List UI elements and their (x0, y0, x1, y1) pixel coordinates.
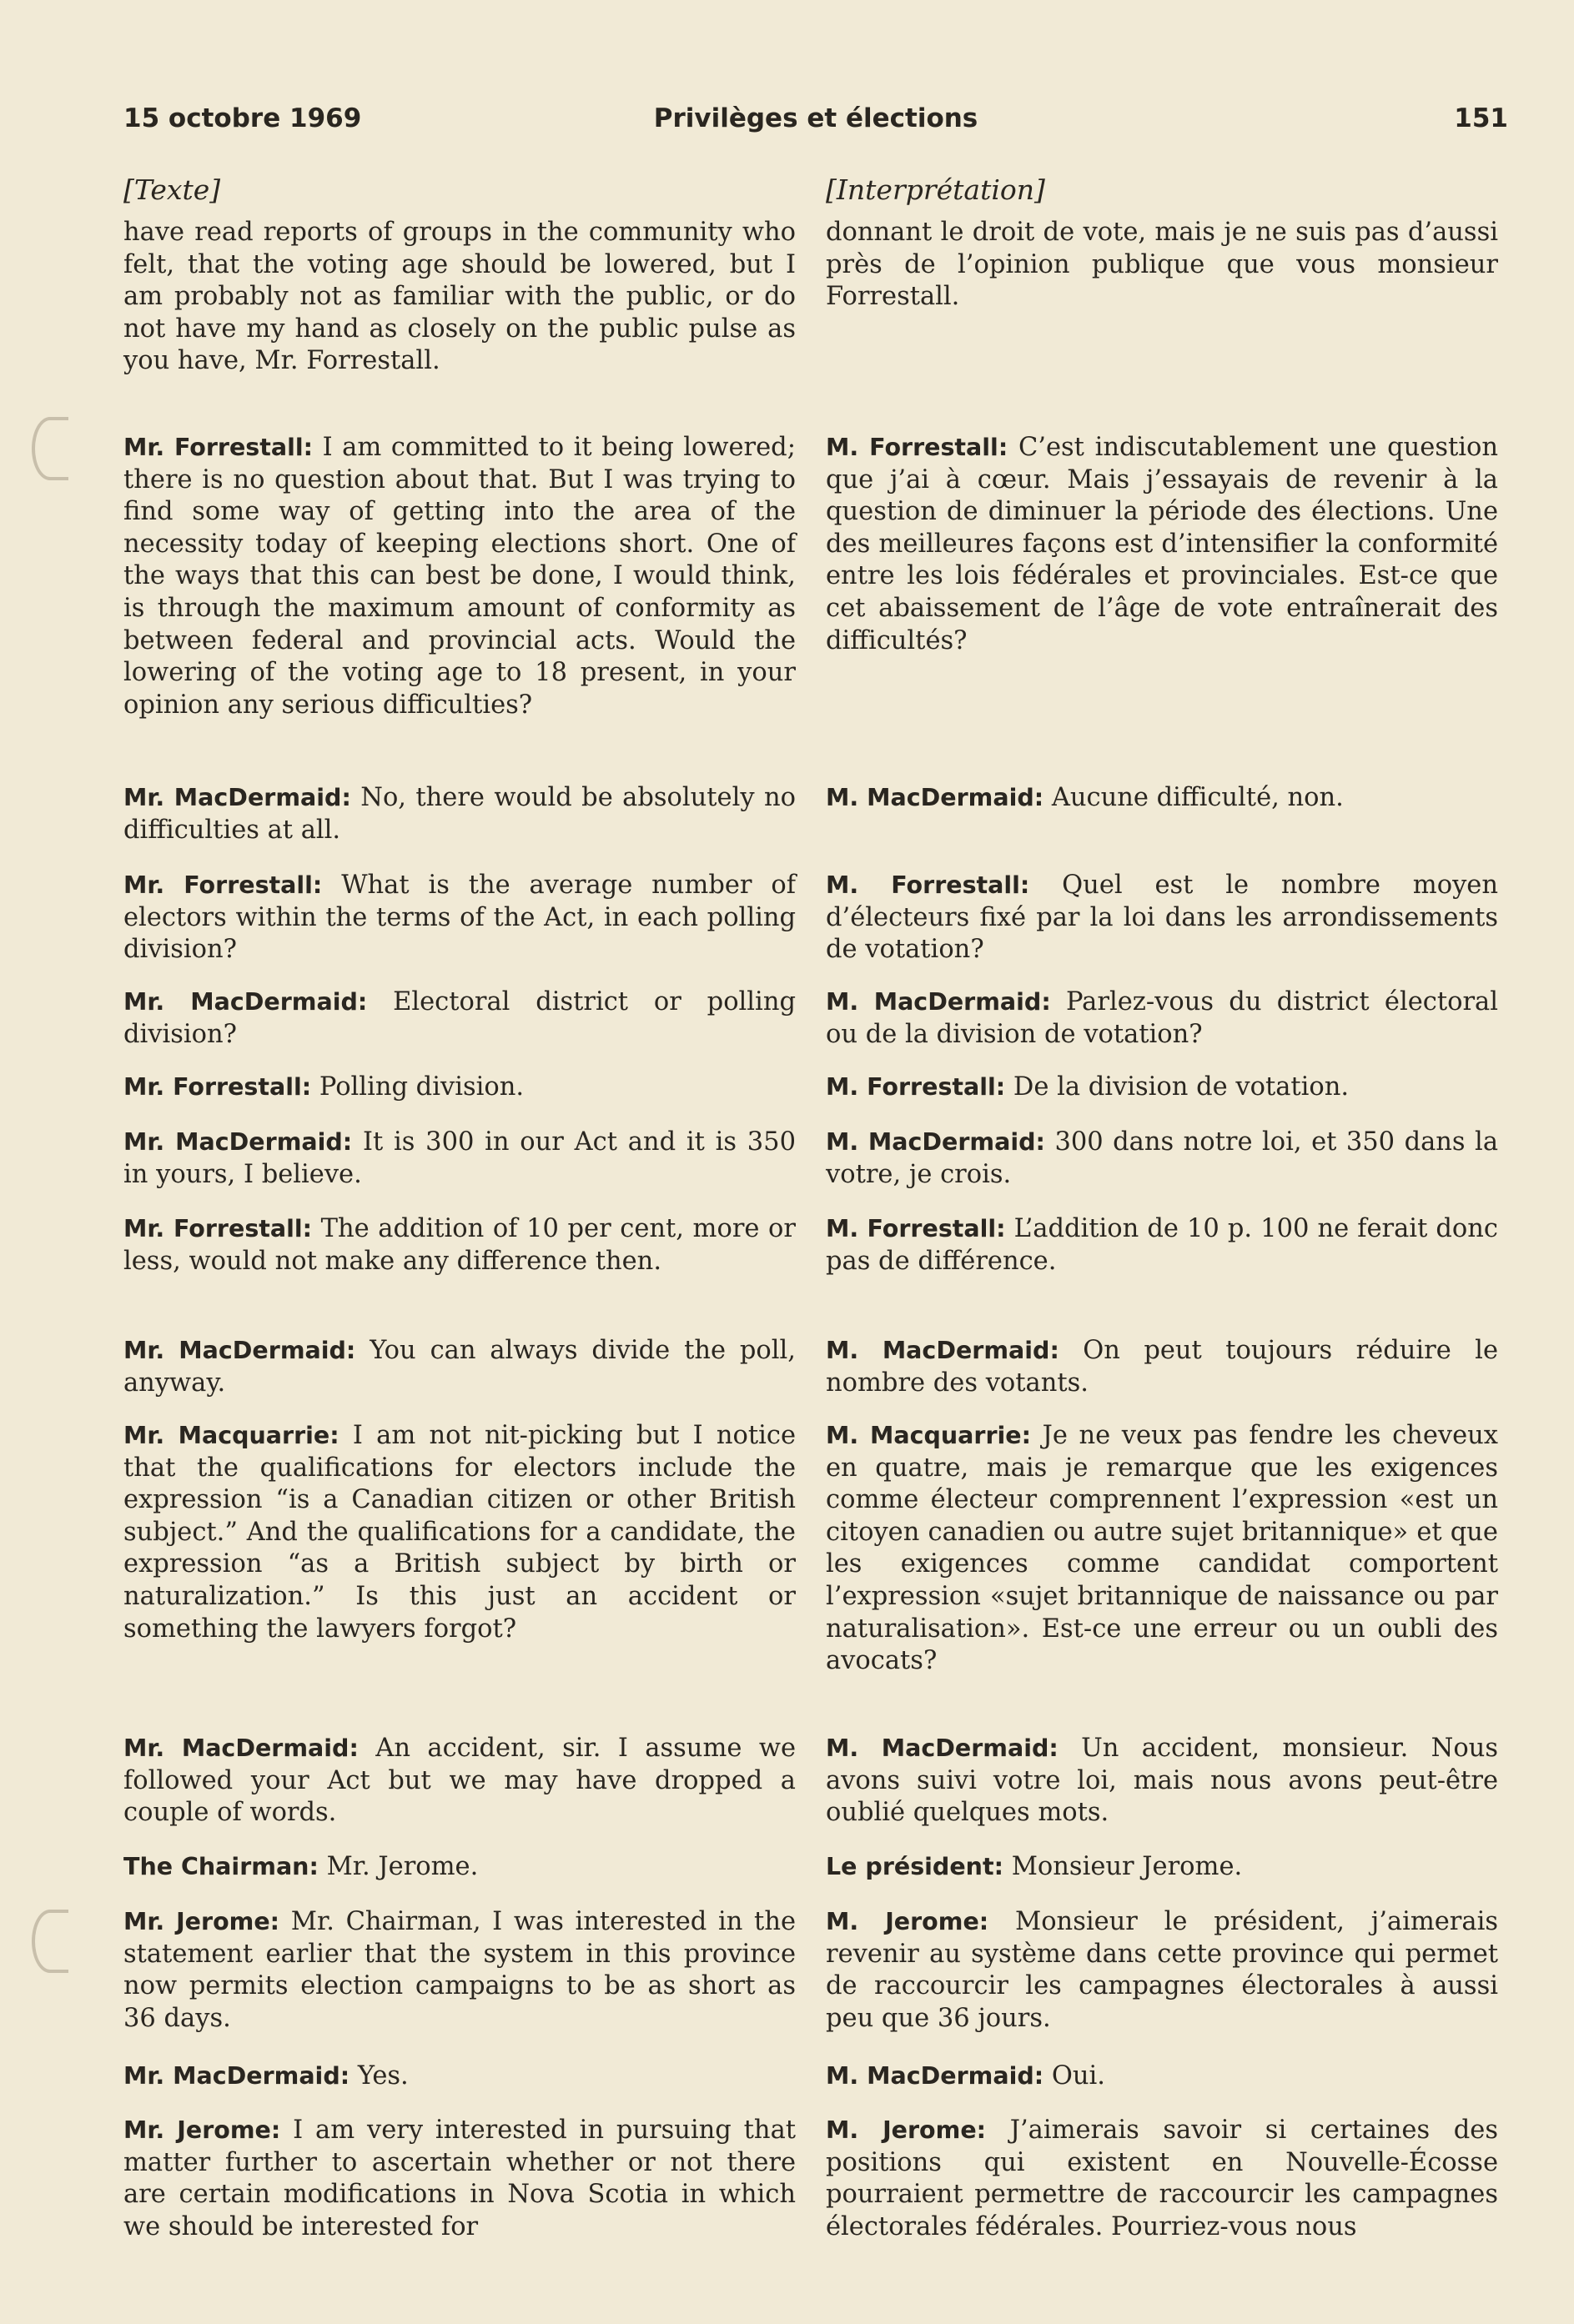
paragraph: M. Macquarrie: Je ne veux pas fendre les cheveux en quatre, mais je remarque que les exigences comme électeur comprennent l’expression «est un citoyen canadien ou autre sujet britannique» et que les exigences comme candidat comportent l’expression «sujet britannique de naissance ou par naturalisation». Est-ce une erreur ou un oubli des avocats? (826, 1421, 1498, 1676)
paragraph: Mr. MacDermaid: You can always divide the poll, anyway. (123, 1336, 796, 1398)
margin-bracket-mark (32, 417, 68, 480)
header-title: Privilèges et élections (653, 103, 978, 133)
french-column (826, 173, 1498, 2241)
paragraph: Mr. Jerome: Mr. Chairman, I was interested in the statement earlier that the system in this province now permits election campaigns to be as short as 36 days. (123, 1907, 797, 2033)
paragraph: M. Forrestall: De la division de votation. (826, 1072, 1350, 1102)
paragraph: M. Jerome: J’aimerais savoir si certaines des positions qui existent en Nouvelle-Écosse pourraient permettre de raccourcir les campagnes électorales fédérales. Pourriez-vous nous (826, 2116, 1498, 2241)
paragraph: Mr. MacDermaid: No, there would be absolutely no difficulties at all. (123, 783, 796, 845)
paragraph: M. MacDermaid: Un accident, monsieur. Nous avons suivi votre loi, mais nous avons peut-être oublié quelques mots. (826, 1734, 1498, 1828)
paragraph: Mr. Forrestall: I am committed to it being lowered; there is no question about that. But I was trying to find some way of getting into the area of the necessity today of keeping elections short. One of the ways that this can best be done, I would think, is through the maximum amount of conformity as between federal and provincial acts. Would the lowering of the voting age to 18 present, in your opinion any serious difficulties? (123, 433, 796, 720)
page-number: 151 (1454, 103, 1508, 133)
english-column (123, 173, 797, 2241)
paragraph: M. Forrestall: L’addition de 10 p. 100 ne ferait donc pas de différence. (826, 1214, 1498, 1276)
paragraph: M. MacDermaid: Aucune difficulté, non. (826, 783, 1344, 812)
paragraph: Mr. Forrestall: What is the average number of electors within the terms of the Act, in each polling division? (123, 871, 796, 965)
paragraph: M. Jerome: Monsieur le président, j’aimerais revenir au système dans cette province qui permet de raccourcir les campagnes électorales à aussi peu que 36 jours. (826, 1907, 1498, 2033)
paragraph: The Chairman: Mr. Jerome. (123, 1852, 479, 1881)
column-language-tag: [Interprétation] (826, 173, 1045, 206)
paragraph: Mr. MacDermaid: It is 300 in our Act and it is 350 in yours, I believe. (123, 1127, 796, 1189)
paragraph: Mr. Jerome: I am very interested in pursuing that matter further to ascertain whether or not there are certain modifications in Nova Scotia in which we should be interested for (123, 2116, 797, 2241)
paragraph: M. MacDermaid: Parlez-vous du district électoral ou de la division de votation? (826, 987, 1498, 1049)
paragraph: Mr. Macquarrie: I am not nit-picking but I notice that the qualifications for electors include the expression “is a Canadian citizen or other British subject.” And the qualifications for a candidate, the expression “as a British subject by birth or naturalization.” Is this just an accident or something the lawyers forgot? (123, 1421, 796, 1644)
margin-bracket-mark (32, 1910, 68, 1973)
paragraph: M. Forrestall: C’est indiscutablement une question que j’ai à cœur. Mais j’essayais de revenir à la question de diminuer la période des élections. Une des meilleures façons est d’intensifier la conformité entre les lois fédérales et provinciales. Est-ce que cet abaissement de l’âge de vote entraînerait des difficultés? (826, 433, 1498, 655)
paragraph: Mr. Forrestall: Polling division. (123, 1072, 525, 1102)
paragraph: M. MacDermaid: On peut toujours réduire le nombre des votants. (826, 1336, 1498, 1398)
paragraph: M. Forrestall: Quel est le nombre moyen d’électeurs fixé par la loi dans les arrondissements de votation? (826, 871, 1498, 965)
column-language-tag: [Texte] (123, 173, 221, 206)
paragraph: Le président: Monsieur Jerome. (826, 1852, 1243, 1881)
paragraph: Mr. MacDermaid: An accident, sir. I assume we followed your Act but we may have dropped a couple of words. (123, 1734, 796, 1828)
header-date: 15 octobre 1969 (123, 103, 362, 133)
paragraph: Mr. MacDermaid: Electoral district or polling division? (123, 987, 796, 1049)
paragraph: M. MacDermaid: Oui. (826, 2061, 1105, 2091)
page-header (123, 103, 1508, 145)
paragraph: Mr. MacDermaid: Yes. (123, 2061, 409, 2091)
paragraph: Mr. Forrestall: The addition of 10 per cent, more or less, would not make any difference then. (123, 1214, 796, 1276)
paragraph: donnant le droit de vote, mais je ne suis pas d’aussi près de l’opinion publique que vous monsieur Forrestall. (826, 218, 1498, 312)
paragraph: have read reports of groups in the community who felt, that the voting age should be lowered, but I am probably not as familiar with the public, or do not have my hand as closely on the public pulse as you have, Mr. Forrestall. (123, 218, 796, 376)
paragraph: M. MacDermaid: 300 dans notre loi, et 350 dans la votre, je crois. (826, 1127, 1498, 1189)
